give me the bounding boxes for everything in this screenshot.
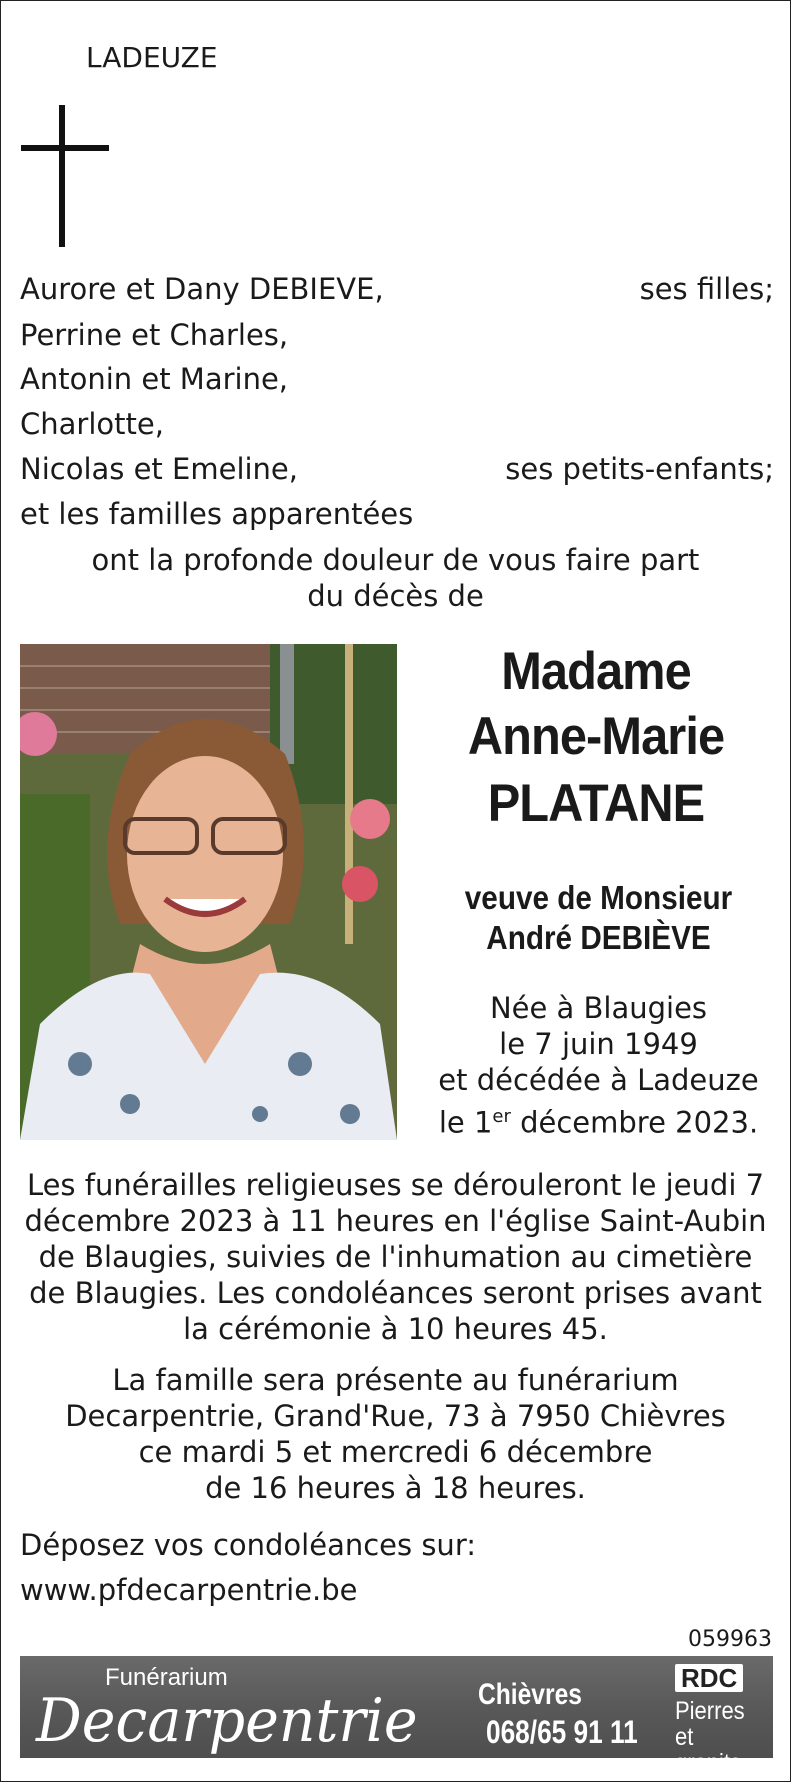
cross-icon [59, 105, 65, 247]
family-row [20, 315, 774, 355]
banner-stone-line: et granits [675, 1723, 742, 1777]
family-row [20, 449, 774, 489]
funeral-line: de Blaugies. Les condoléances seront prises avant [29, 1276, 762, 1310]
birth-line: le 7 juin 1949 [499, 1027, 698, 1061]
reference-number: 059963 [688, 1627, 772, 1652]
family-row [20, 404, 774, 444]
announce-line: du décès de [307, 579, 484, 613]
family-name: Aurore et Dany DEBIEVE, [20, 272, 384, 306]
death-date-suffix: décembre 2023. [510, 1105, 759, 1140]
rdc-logo: RDC [675, 1664, 743, 1692]
deceased-last-name: PLATANE [487, 774, 705, 833]
banner-brand: Decarpentrie [36, 1686, 418, 1756]
death-date-prefix: le 1 [438, 1105, 493, 1140]
family-name: et les familles apparentées [20, 497, 414, 531]
funeral-line: de Blaugies, suivies de l'inhumation au cimetière [38, 1240, 753, 1274]
condolences-label: Déposez vos condoléances sur: [20, 1528, 476, 1562]
deceased-title: Madame [501, 642, 691, 701]
family-name: Nicolas et Emeline, [20, 452, 298, 486]
banner-phone[interactable]: 068/65 91 11 [486, 1714, 638, 1750]
banner-stone [675, 1698, 761, 1776]
family-row [20, 269, 774, 309]
visitation-line: Decarpentrie, Grand'Rue, 73 à 7950 Chièvres [65, 1399, 726, 1433]
family-name: Antonin et Marine, [20, 362, 289, 396]
funeral-line: Les funérailles religieuses se dérouleront le jeudi 7 [26, 1168, 765, 1202]
funeral-line: la cérémonie à 10 heures 45. [183, 1312, 608, 1346]
widow-line: André DEBIÈVE [486, 919, 711, 956]
funeral-home-banner [20, 1656, 773, 1777]
family-relation: ses filles; [639, 272, 774, 306]
banner-stone-line: Pierres [675, 1697, 745, 1725]
place-name: LADEUZE [86, 41, 218, 74]
family-name: Perrine et Charles, [20, 318, 289, 352]
family-row [20, 494, 774, 534]
visitation-line: de 16 heures à 18 heures. [205, 1471, 586, 1505]
banner-funerarium: Funérarium [105, 1664, 228, 1691]
family-relation: ses petits-enfants; [505, 452, 774, 486]
deceased-first-name: Anne-Marie [467, 707, 725, 766]
family-name: Charlotte, [20, 407, 164, 441]
announce-line: ont la profonde douleur de vous faire part [91, 543, 700, 577]
death-date-line [416, 1099, 781, 1141]
banner-city: Chièvres [478, 1678, 582, 1711]
visitation-line: La famille sera présente au funérarium [112, 1363, 679, 1397]
portrait-photo [20, 644, 397, 1140]
condolences-link[interactable]: www.pfdecarpentrie.be [20, 1573, 358, 1607]
birth-line: Née à Blaugies [489, 991, 708, 1025]
visitation-line: ce mardi 5 et mercredi 6 décembre [138, 1435, 653, 1469]
funeral-line: décembre 2023 à 11 heures en l'église Saint-Aubin [24, 1204, 767, 1238]
cross-icon-bar [21, 145, 109, 151]
death-date-ordinal: er [492, 1106, 511, 1127]
widow-line: veuve de Monsieur [464, 879, 733, 916]
family-row [20, 359, 774, 399]
death-line: et décédée à Ladeuze [438, 1063, 759, 1097]
